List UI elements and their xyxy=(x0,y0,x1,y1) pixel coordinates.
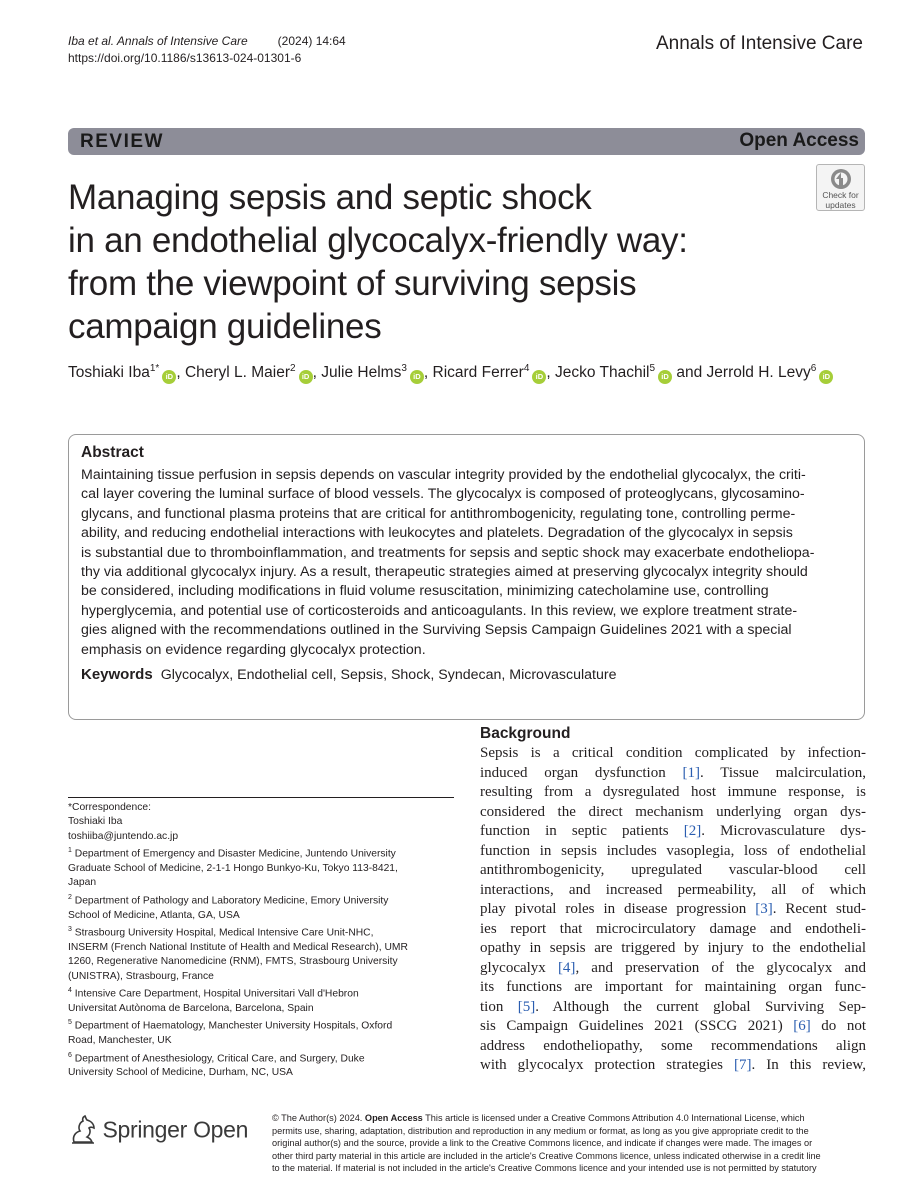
background-section xyxy=(480,724,866,1076)
affiliation-line: (UNISTRA), Strasbourg, France xyxy=(68,970,214,982)
abstract-line: gies aligned with the recommendations outlined in the Surviving Sepsis Campaign Guidelines 2021 with a special xyxy=(81,622,792,639)
license-line: other third party material in this article are included in the article's Creative Commons licence, unless indicated otherwise in a credit line xyxy=(272,1150,821,1161)
background-line: tion [5]. Although the current global Surviving Sep- xyxy=(480,998,866,1015)
abstract-line: Maintaining tissue perfusion in sepsis depends on vascular integrity provided by the endothelial glycocalyx, the criti- xyxy=(81,467,806,483)
springer-horse-icon xyxy=(68,1114,98,1146)
author[interactable]: Jecko Thachil$^5$iD and xyxy=(555,364,707,381)
background-line: antithrombogenicity, upregulated vascular-blood cell xyxy=(480,862,866,878)
background-line: function in sepsis includes vasoplegia, loss of endothelial xyxy=(480,842,866,859)
background-line: glycocalyx [4], and preservation of the glycocalyx and xyxy=(480,959,866,976)
abstract-box xyxy=(68,434,865,720)
background-line: interactions, and increased permeability, all of which xyxy=(480,881,866,898)
affiliation-line: $^6$ Department of Anesthesiology, Critical Care, and Surgery, Duke xyxy=(68,1051,365,1065)
open-access-label: Open Access xyxy=(739,130,859,151)
abstract-line: glycans, and functional plasma proteins that are critical for antithrombogenicity, regulating tone, controlling perme- xyxy=(81,505,796,522)
affiliation-line: INSERM (French National Institute of Health and Medical Research), UMR xyxy=(68,941,408,953)
author[interactable]: Ricard Ferrer$^4$iD , xyxy=(433,364,555,381)
orcid-icon[interactable]: iD xyxy=(658,370,672,384)
keywords-list: Glycocalyx, Endothelial cell, Sepsis, Shock, Syndecan, Microvasculature xyxy=(160,667,617,684)
article-type: REVIEW xyxy=(80,131,164,152)
keywords-label: Keywords xyxy=(81,666,153,684)
article-type-band xyxy=(68,128,865,155)
license-line: original author(s) and the source, provide a link to the Creative Commons licence, and indicate if changes were made. The images or xyxy=(272,1138,813,1149)
title-line: from the viewpoint of surviving sepsis xyxy=(68,264,637,303)
background-line: resulting from a dysregulated host immune response, is xyxy=(480,784,866,800)
check-updates-icon xyxy=(830,168,852,190)
title-line: Managing sepsis and septic shock xyxy=(68,178,592,217)
background-line: considered the direct mechanism underlying organ dys- xyxy=(480,803,866,820)
abstract-line: hyperglycemia, and potential use of corticosteroids and anticoagulants. In this review, we explore treatment strate- xyxy=(81,602,798,619)
author-list xyxy=(68,362,833,384)
springer-open-logo[interactable] xyxy=(68,1114,248,1146)
abstract-line: emphasis on evidence regarding glycocalyx protection. xyxy=(81,641,426,658)
author[interactable]: Toshiaki Iba$^{1*}$iD , xyxy=(68,364,185,381)
orcid-icon[interactable]: iD xyxy=(819,370,833,384)
reference-link[interactable]: [6] xyxy=(793,1018,811,1034)
affiliation-line: $^4$ Intensive Care Department, Hospital Universitari Vall d'Hebron xyxy=(68,987,359,1000)
affiliation-line: School of Medicine, Atlanta, GA, USA xyxy=(68,909,240,921)
reference-link[interactable]: [5] xyxy=(517,998,536,1015)
affiliation-line: University School of Medicine, Durham, NC, USA xyxy=(68,1067,293,1079)
background-line: play pivotal roles in disease progression [3]. Recent stud- xyxy=(480,901,866,917)
reference-link[interactable]: [2] xyxy=(683,823,702,839)
author[interactable]: Jerrold H. Levy$^6$iD xyxy=(707,364,834,381)
background-line: sis Campaign Guidelines 2021 (SSCG 2021) [6] do not xyxy=(480,1018,866,1034)
doi-link[interactable]: https://doi.org/10.1186/s13613-024-01301-6 xyxy=(68,51,302,65)
abstract-line: thy via additional glycocalyx injury. As a result, therapeutic strategies aimed at preserving glycocalyx integrity should xyxy=(81,564,808,581)
reference-link[interactable]: [7] xyxy=(733,1057,752,1073)
keywords xyxy=(81,665,852,685)
article-title xyxy=(68,176,808,348)
background-line: induced organ dysfunction [1]. Tissue malcirculation, xyxy=(480,764,866,781)
abstract-body xyxy=(81,466,852,660)
affiliation-line: toshiiba@juntendo.ac.jp xyxy=(68,830,179,842)
reference-link[interactable]: [4] xyxy=(557,959,576,976)
affiliation-line: *Correspondence: xyxy=(68,802,151,813)
check-updates-line1: Check for xyxy=(822,190,859,200)
background-line: with glycocalyx protection strategies [7]. In this review, xyxy=(480,1057,866,1073)
affiliation-line: $^3$ Strasbourg University Hospital, Medical Intensive Care Unit-NHC, xyxy=(68,926,374,939)
abstract-line: cal layer covering the luminal surface of blood vessels. The glycocalyx is composed of proteoglycans, glycosamino- xyxy=(81,486,805,503)
orcid-icon[interactable]: iD xyxy=(162,370,176,384)
background-line: Sepsis is a critical condition complicated by infection- xyxy=(480,745,866,761)
license-line: © The Author(s) 2024. Open Access This article is licensed under a Creative Commons Attribution 4.0 International License, which xyxy=(272,1113,805,1123)
background-heading: Background xyxy=(480,725,571,742)
title-line: in an endothelial glycocalyx-friendly way: xyxy=(68,221,688,260)
abstract-line: is substantial due to thromboinflammation, and treatments for sepsis and septic shock may exacerbate endotheliopa- xyxy=(81,544,815,561)
background-line: its functions are important for maintaining organ func- xyxy=(480,979,866,995)
license-line: permits use, sharing, adaptation, distribution and reproduction in any medium or format, as long as you give appropriate credit to the xyxy=(272,1125,809,1136)
reference-link[interactable]: [3] xyxy=(755,901,773,917)
license-text xyxy=(272,1112,866,1175)
check-for-updates-button[interactable] xyxy=(816,164,865,211)
affiliation-line: 1260, Regenerative Nanomedicine (RNM), FMTS, Strasbourg University xyxy=(68,956,398,968)
affiliation-line: Road, Manchester, UK xyxy=(68,1035,172,1047)
orcid-icon[interactable]: iD xyxy=(532,370,546,384)
affiliation-line: Japan xyxy=(68,877,97,889)
background-line: address endotheliopathy, some recommendations align xyxy=(480,1037,866,1054)
running-header xyxy=(68,33,346,67)
check-updates-line2: updates xyxy=(825,200,856,210)
correspondence-affiliations xyxy=(68,797,454,1081)
affiliation-line: $^2$ Department of Pathology and Laboratory Medicine, Emory University xyxy=(68,893,389,907)
orcid-icon[interactable]: iD xyxy=(410,370,424,384)
orcid-icon[interactable]: iD xyxy=(299,370,313,384)
background-line: opathy in sepsis are triggered by injury to the endothelial xyxy=(480,940,866,956)
background-body xyxy=(480,744,866,1076)
abstract-line: be considered, including modifications in fluid volume resuscitation, minimizing catecholamine use, controlling xyxy=(81,583,769,600)
affiliation-line: $^1$ Department of Emergency and Disaster Medicine, Juntendo University xyxy=(68,847,396,860)
background-line: function in septic patients [2]. Microvasculature dys- xyxy=(480,823,866,839)
affiliation-line: Toshiaki Iba xyxy=(68,816,123,828)
license-line: to the material. If material is not included in the article's Creative Commons licence and your intended use is not permitted by statutory xyxy=(272,1163,817,1174)
affiliation-line: Universitat Autònoma de Barcelona, Barcelona, Spain xyxy=(68,1002,314,1014)
author[interactable]: Cheryl L. Maier$^2$iD , xyxy=(185,364,321,381)
affiliation-line: Graduate School of Medicine, 2-1-1 Hongo Bunkyo-Ku, Tokyo 113-8421, xyxy=(68,863,398,875)
abstract-heading: Abstract xyxy=(81,444,144,461)
author[interactable]: Julie Helms$^3$iD , xyxy=(321,364,432,381)
citation-authors: Iba et al. Annals of Intensive Care xyxy=(68,34,248,48)
abstract-line: ability, and reducing endothelial interactions with leukocytes and platelets. Degradation of the glycocalyx in sepsis xyxy=(81,525,793,542)
journal-name: Annals of Intensive Care xyxy=(655,33,863,54)
reference-link[interactable]: [1] xyxy=(682,764,700,781)
title-line: campaign guidelines xyxy=(68,307,382,346)
publisher-name: Springer Open xyxy=(102,1116,249,1143)
background-line: ies report that microcirculatory damage and endotheli- xyxy=(480,920,866,937)
affiliation-line: $^5$ Department of Haematology, Manchester University Hospitals, Oxford xyxy=(68,1019,393,1032)
citation-line xyxy=(68,33,346,50)
citation-volume: (2024) 14:64 xyxy=(277,34,346,48)
